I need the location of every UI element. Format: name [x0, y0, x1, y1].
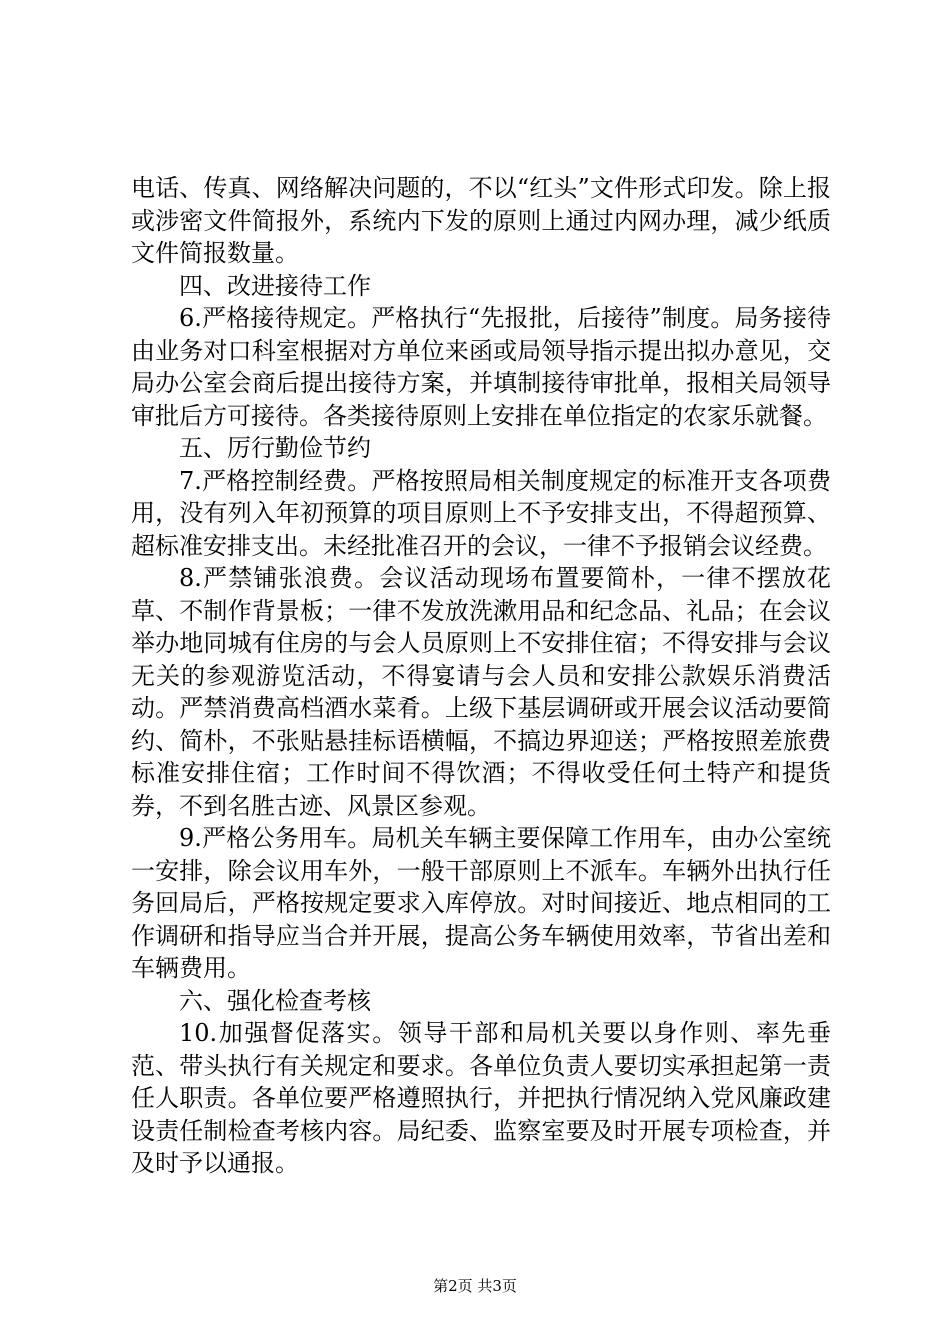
paragraph: 8.严禁铺张浪费。会议活动现场布置要简朴，一律不摆放花草、不制作背景板；一律不发放洗漱用品和纪念品、礼品；在会议举办地同城有住房的与会人员原则上不安排住宿；不得安排与会议无关的参观游览活动，不得宴请与会人员和安排公款娱乐消费活动。严禁消费高档酒水菜肴。上级下基层调研或开展会议活动要简约、简朴，不张贴悬挂标语横幅，不搞边界迎送；严格按照差旅费标准安排住宿；工作时间不得饮酒；不得收受任何土特产和提货券，不到名胜古迹、风景区参观。	[131, 564, 831, 820]
page-number-footer: 第2页 共3页	[433, 1277, 517, 1295]
paragraph: 9.严格公务用车。局机关车辆主要保障工作用车，由办公室统一安排，除会议用车外，一般干部原则上不派车。车辆外出执行任务回局后，严格按规定要求入库停放。对时间接近、地点相同的工作调研和指导应当合并开展，提高公务车辆使用效率，节省出差和车辆费用。	[131, 824, 831, 982]
paragraph: 6.严格接待规定。严格执行“先报批，后接待”制度。局务接待由业务对口科室根据对方单位来函或局领导指示提出拟办意见，交局办公室会商后提出接待方案，并填制接待审批单，报相关局领导审批后方可接待。各类接待原则上安排在单位指定的农家乐就餐。	[131, 304, 831, 430]
section-heading: 六、强化检查考核	[179, 986, 371, 1015]
paragraph: 7.严格控制经费。严格按照局相关制度规定的标准开支各项费用，没有列入年初预算的项目原则上不予安排支出，不得超预算、超标准安排支出。未经批准召开的会议，一律不予报销会议经费。	[131, 466, 831, 560]
paragraph: 10.加强督促落实。领导干部和局机关要以身作则、率先垂范、带头执行有关规定和要求。各单位负责人要切实承担起第一责任人职责。各单位要严格遵照执行，并把执行情况纳入党风廉政建设责任制检查考核内容。局纪委、监察室要及时开展专项检查，并及时予以通报。	[131, 1019, 831, 1177]
section-heading: 五、厉行勤俭节约	[179, 434, 371, 462]
document-body	[131, 172, 831, 1180]
paragraph: 电话、传真、网络解决问题的，不以“红头”文件形式印发。除上报或涉密文件简报外，系统内下发的原则上通过内网办理，减少纸质文件简报数量。	[131, 174, 831, 267]
section-heading: 四、改进接待工作	[179, 271, 371, 300]
